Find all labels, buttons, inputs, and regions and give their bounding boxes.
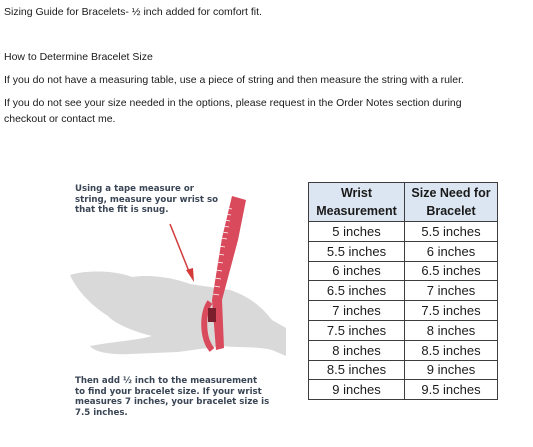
bracelet-cell: 6.5 inches [405, 261, 498, 281]
wrist-cell: 9 inches [309, 380, 405, 400]
wrist-cell: 6 inches [309, 261, 405, 281]
wrist-cell: 5 inches [309, 222, 405, 242]
bracelet-cell: 6 inches [405, 241, 498, 261]
wrist-measure-illustration [60, 178, 300, 438]
table-row [309, 320, 498, 340]
wrist-cell: 6.5 inches [309, 281, 405, 301]
table-row [309, 261, 498, 281]
header-line: Measurement [316, 204, 397, 218]
wrist-cell: 7 inches [309, 301, 405, 321]
request-text: If you do not see your size needed in the options, please request in the Order Notes section during [4, 97, 462, 109]
hand-shape [70, 271, 286, 356]
header-wrist-measurement [309, 183, 405, 222]
bracelet-cell: 8.5 inches [405, 340, 498, 360]
bracelet-cell: 9 inches [405, 360, 498, 380]
header-line: Bracelet [426, 204, 476, 218]
wrist-cell: 8.5 inches [309, 360, 405, 380]
table-row [309, 380, 498, 400]
bracelet-cell: 8 inches [405, 320, 498, 340]
caption-top-line: that the fit is snug. [75, 205, 169, 215]
section-heading: How to Determine Bracelet Size [4, 51, 153, 63]
table-row [309, 340, 498, 360]
header-line: Wrist [340, 186, 373, 200]
instruction-text: If you do not have a measuring table, use a piece of string and then measure the string with a ruler. [4, 74, 464, 86]
table-row [309, 281, 498, 301]
bracelet-cell: 5.5 inches [405, 222, 498, 242]
bracelet-cell: 7 inches [405, 281, 498, 301]
bracelet-cell: 9.5 inches [405, 380, 498, 400]
wrist-cell: 8 inches [309, 340, 405, 360]
table-row [309, 241, 498, 261]
table-header-row [309, 183, 498, 222]
caption-bottom-line: Then add ½ inch to the measurement [75, 376, 258, 386]
caption-bottom-line: measures 7 inches, your bracelet size is [75, 397, 270, 407]
illustration-caption-top [75, 184, 218, 216]
caption-top-line: Using a tape measure or [75, 184, 194, 194]
caption-bottom-line: to find your bracelet size. If your wrist [75, 386, 262, 397]
wrist-cell: 7.5 inches [309, 320, 405, 340]
bracelet-cell: 7.5 inches [405, 301, 498, 321]
wrist-cell: 5.5 inches [309, 241, 405, 261]
request-text-continued: checkout or contact me. [4, 113, 116, 125]
caption-top-line: string, measure your wrist so [75, 194, 219, 205]
caption-bottom-line: 7.5 inches. [75, 407, 128, 418]
header-bracelet-size [405, 183, 498, 222]
bracelet-size-table [308, 182, 498, 400]
header-line: Size Need for [411, 186, 491, 200]
table-row [309, 301, 498, 321]
intro-title: Sizing Guide for Bracelets- ½ inch added for comfort fit. [4, 6, 262, 18]
table-row [309, 222, 498, 242]
illustration-caption-bottom [75, 376, 269, 418]
pointer-arrow-icon [170, 224, 194, 282]
table-row [309, 360, 498, 380]
